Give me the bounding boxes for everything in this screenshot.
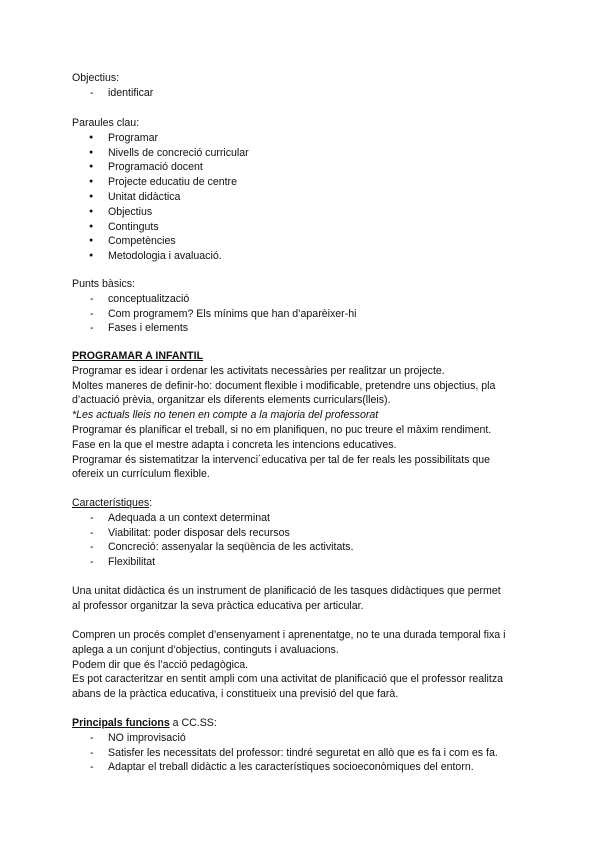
funcions-section [72,716,542,775]
list-item: ● Objectius [72,205,542,220]
unitat-paragraph-1 [72,584,542,614]
list-item: - Viabilitat: poder disposar dels recursos [72,526,542,541]
caracteristiques-heading-text: Característiques [72,497,150,509]
paragraph-line: abans de la pràctica educativa, i constitueix una previsió del que farà. [72,688,399,701]
section-title: PROGRAMAR A INFANTIL [72,350,204,362]
paraules-clau-list [72,131,542,264]
italic-note: *Les actuals lleis no tenen en compte a la majoria del professorat [72,409,379,422]
list-item: ● Competències [72,234,542,249]
punts-basics-list [72,292,542,336]
list-item: ● Programar [72,131,542,146]
list-item: ● Nivells de concreció curricular [72,146,542,161]
punts-basics-heading: Punts bàsics: [72,278,136,290]
paragraph-line: Moltes maneres de definir-ho: document flexible i modificable, pretendre uns objectius, pla [72,379,496,392]
list-item: ● Programació docent [72,160,542,175]
funcions-heading [72,716,542,731]
list-item: - Fases i elements [72,321,542,336]
list-item: - Flexibilitat [72,555,542,570]
caracteristiques-section [72,496,542,570]
list-item: - conceptualització [72,292,542,307]
punts-basics-section [72,277,542,336]
list-item: - Concreció: assenyalar la seqüència de les activitats. [72,540,542,555]
list-item: - Com programem? Els mínims que han d’aparèixer-hi [72,307,542,322]
paraules-clau-heading: Paraules clau: [72,117,140,129]
caracteristiques-heading-colon: : [149,497,153,509]
paragraph-line: al professor organitzar la seva pràctica educativa per articular. [72,599,364,612]
caracteristiques-heading [72,496,542,511]
funcions-list [72,731,542,775]
paragraph-line: Programar és sistematitzar la intervenci´educativa per tal de fer reals les possibilitats que [72,453,491,466]
paragraph-line: ofereix un currículum flexible. [72,468,210,481]
objectius-section [72,71,542,101]
paragraph-line: Fase en la que el mestre adapta i concreta les intencions educatives. [72,438,397,451]
objectius-heading: Objectius: [72,72,120,84]
list-item: ● Projecte educatiu de centre [72,175,542,190]
paragraph-line: Programar és planificar el treball, si no em planifiquen, no puc treure el màxim rendiment. [72,423,492,436]
list-item: - Adequada a un context determinat [72,511,542,526]
paragraph-line: Compren un procés complet d’ensenyament i aprenentatge, no te una durada temporal fixa i [72,629,506,641]
paragraph-line: d’actuació prèvia, organitzar els diferents elements curriculars(lleis). [72,394,391,407]
paragraph-line: Es pot caracteritzar en sentit ampli com una activitat de planificació que el professor realitza [72,673,504,686]
list-item: - Satisfer les necessitats del professor: tindré seguretat en allò que es fa i com es fa. [72,746,542,761]
paragraph-line: Una unitat didàctica és un instrument de planificació de les tasques didàctiques que permet [72,585,501,597]
list-item: - identificar [72,86,542,101]
list-item: - Adaptar el treball didàctic a les característiques socioeconòmiques del entorn. [72,760,542,775]
caracteristiques-list [72,511,542,570]
paragraph-line: Programar es idear i ordenar les activitats necessàries per realitzar un projecte. [72,364,445,377]
list-item: ● Metodologia i avaluació. [72,249,542,264]
list-item: - NO improvisació [72,731,542,746]
paragraph-line: Podem dir que és l’acció pedagògica. [72,658,249,671]
unitat-paragraph-2 [72,628,542,702]
funcions-heading-bold: Principals funcions [72,717,170,729]
list-item: ● Unitat didàctica [72,190,542,205]
list-item: ● Continguts [72,220,542,235]
paragraph-line: aplega a un conjunt d’objectius, continguts i avaluacions. [72,643,339,656]
programar-section [72,349,542,482]
funcions-heading-rest: a CC.SS: [169,717,217,729]
paraules-clau-section [72,116,542,264]
objectius-list [72,86,542,101]
